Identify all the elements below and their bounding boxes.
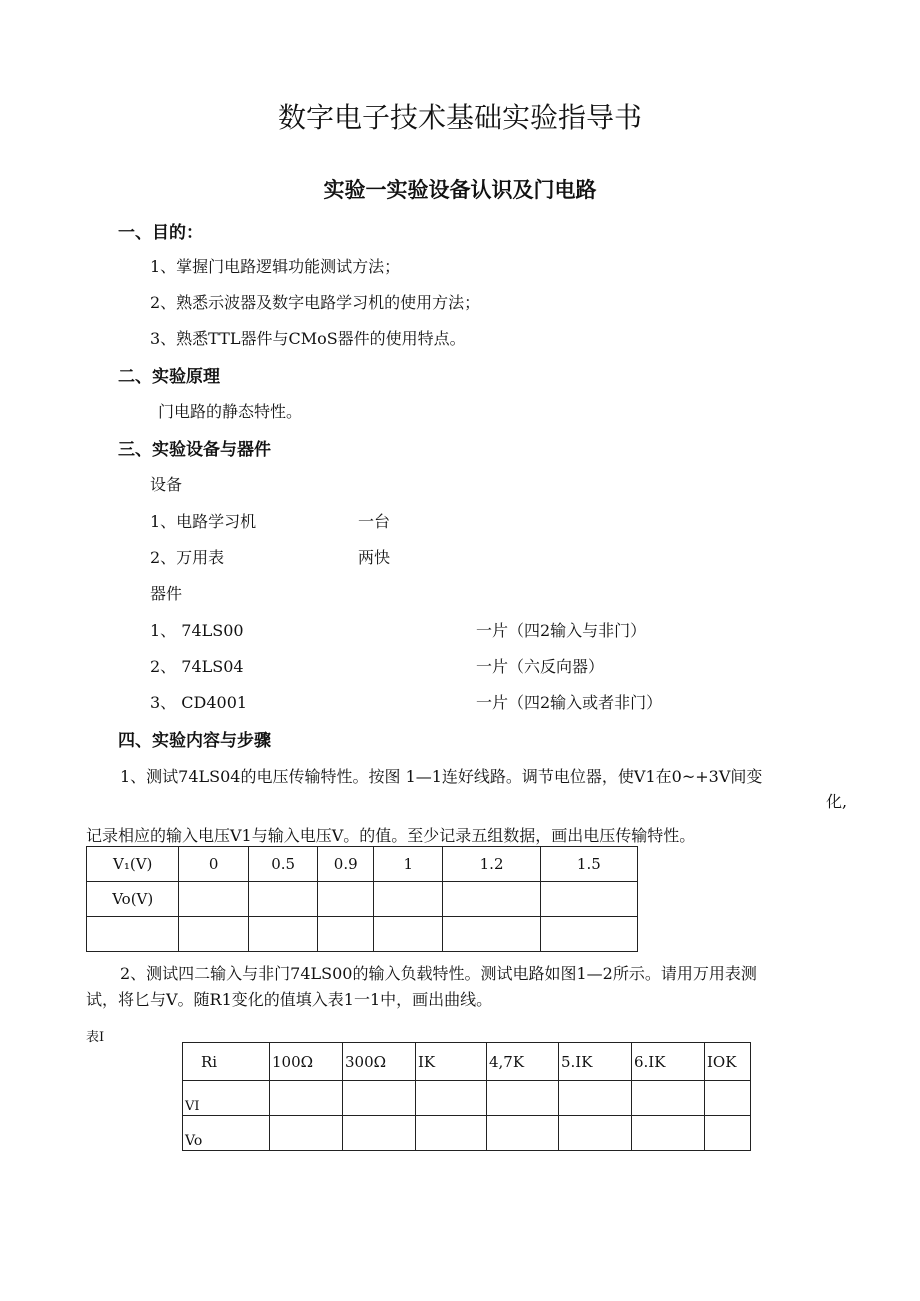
table-cell xyxy=(343,1116,416,1151)
table-cell: VI xyxy=(183,1081,270,1116)
part-desc: 一片（四2输入与非门） xyxy=(476,621,647,640)
purpose-item: 1、掌握门电路逻辑功能测试方法； xyxy=(150,257,401,276)
table-cell: Ri xyxy=(183,1043,270,1081)
table-cell xyxy=(318,917,374,952)
table-cell xyxy=(270,1081,343,1116)
part-desc: 一片（四2输入或者非门） xyxy=(476,693,663,712)
table-cell: 0.5 xyxy=(248,847,318,882)
section-4-heading: 四、实验内容与步骤 xyxy=(118,731,271,751)
table-cell xyxy=(416,1081,487,1116)
table-cell: 300Ω xyxy=(343,1043,416,1081)
equipment-name: 1、电路学习机 xyxy=(150,512,257,531)
step-2-text: 2、测试四二输入与非门74LS00的输入负载特性。测试电路如图1—2所示。请用万用表测 xyxy=(120,964,757,983)
parts-label: 器件 xyxy=(150,584,183,603)
equipment-name: 2、万用表 xyxy=(150,548,225,567)
part-name: 1、 74LS00 xyxy=(150,621,244,640)
table-cell xyxy=(248,917,318,952)
table-cell xyxy=(374,882,443,917)
input-load-table xyxy=(182,1042,751,1151)
equipment-qty: 一台 xyxy=(358,512,391,531)
table-cell xyxy=(179,917,248,952)
table-cell xyxy=(443,917,540,952)
section-2-heading: 二、实验原理 xyxy=(118,367,220,387)
table-cell: Vo(V) xyxy=(87,882,179,917)
table-cell xyxy=(318,882,374,917)
table-cell xyxy=(559,1116,632,1151)
section-3-heading: 三、实验设备与器件 xyxy=(118,440,271,460)
part-name: 3、 CD4001 xyxy=(150,693,248,712)
table-cell xyxy=(343,1081,416,1116)
table-cell: 0 xyxy=(179,847,248,882)
table-cell xyxy=(487,1081,559,1116)
experiment-title: 实验一实验设备认识及门电路 xyxy=(323,178,597,202)
purpose-item: 2、熟悉示波器及数字电路学习机的使用方法； xyxy=(150,293,481,312)
table-cell xyxy=(705,1116,751,1151)
step-1-text-cont: 记录相应的输入电压V1与输入电压V。的值。至少记录五组数据，画出电压传输特性。 xyxy=(86,826,696,845)
step-1-text-wrap: 化, xyxy=(826,792,848,811)
table-cell: 1.5 xyxy=(540,847,637,882)
table-cell: 4,7K xyxy=(487,1043,559,1081)
table-cell xyxy=(540,882,637,917)
table-cell: 1 xyxy=(374,847,443,882)
page-title: 数字电子技术基础实验指导书 xyxy=(277,101,642,134)
table-cell: IOK xyxy=(705,1043,751,1081)
part-desc: 一片（六反向器） xyxy=(476,657,605,676)
table-cell xyxy=(443,882,540,917)
step-1-text: 1、测试74LS04的电压传输特性。按图 1—1连好线路。调节电位器，使V1在0~+3V间变 xyxy=(120,767,763,786)
table-caption: 表I xyxy=(86,1030,105,1045)
table-cell xyxy=(87,917,179,952)
table-cell xyxy=(559,1081,632,1116)
table-cell xyxy=(179,882,248,917)
voltage-transfer-table xyxy=(86,846,638,952)
table-cell: V₁(V) xyxy=(87,847,179,882)
section-1-heading: 一、目的： xyxy=(118,223,203,243)
table-cell: Vo xyxy=(183,1116,270,1151)
table-cell xyxy=(632,1116,705,1151)
step-2-text-cont: 试，将匕与V。随R1变化的值填入表1一1中，画出曲线。 xyxy=(86,990,493,1009)
principle-text: 门电路的静态特性。 xyxy=(158,402,303,421)
table-cell: 100Ω xyxy=(270,1043,343,1081)
table-cell xyxy=(540,917,637,952)
table-cell: 5.IK xyxy=(559,1043,632,1081)
table-cell xyxy=(416,1116,487,1151)
equipment-qty: 两快 xyxy=(358,548,391,567)
purpose-item: 3、熟悉TTL器件与CMoS器件的使用特点。 xyxy=(150,329,466,348)
part-name: 2、 74LS04 xyxy=(150,657,244,676)
table-cell: 0.9 xyxy=(318,847,374,882)
table-cell xyxy=(632,1081,705,1116)
table-cell xyxy=(487,1116,559,1151)
table-cell xyxy=(374,917,443,952)
table-cell: 1.2 xyxy=(443,847,540,882)
table-cell: IK xyxy=(416,1043,487,1081)
table-cell: 6.IK xyxy=(632,1043,705,1081)
equipment-label: 设备 xyxy=(150,475,183,494)
table-cell xyxy=(270,1116,343,1151)
table-cell xyxy=(705,1081,751,1116)
table-cell xyxy=(248,882,318,917)
